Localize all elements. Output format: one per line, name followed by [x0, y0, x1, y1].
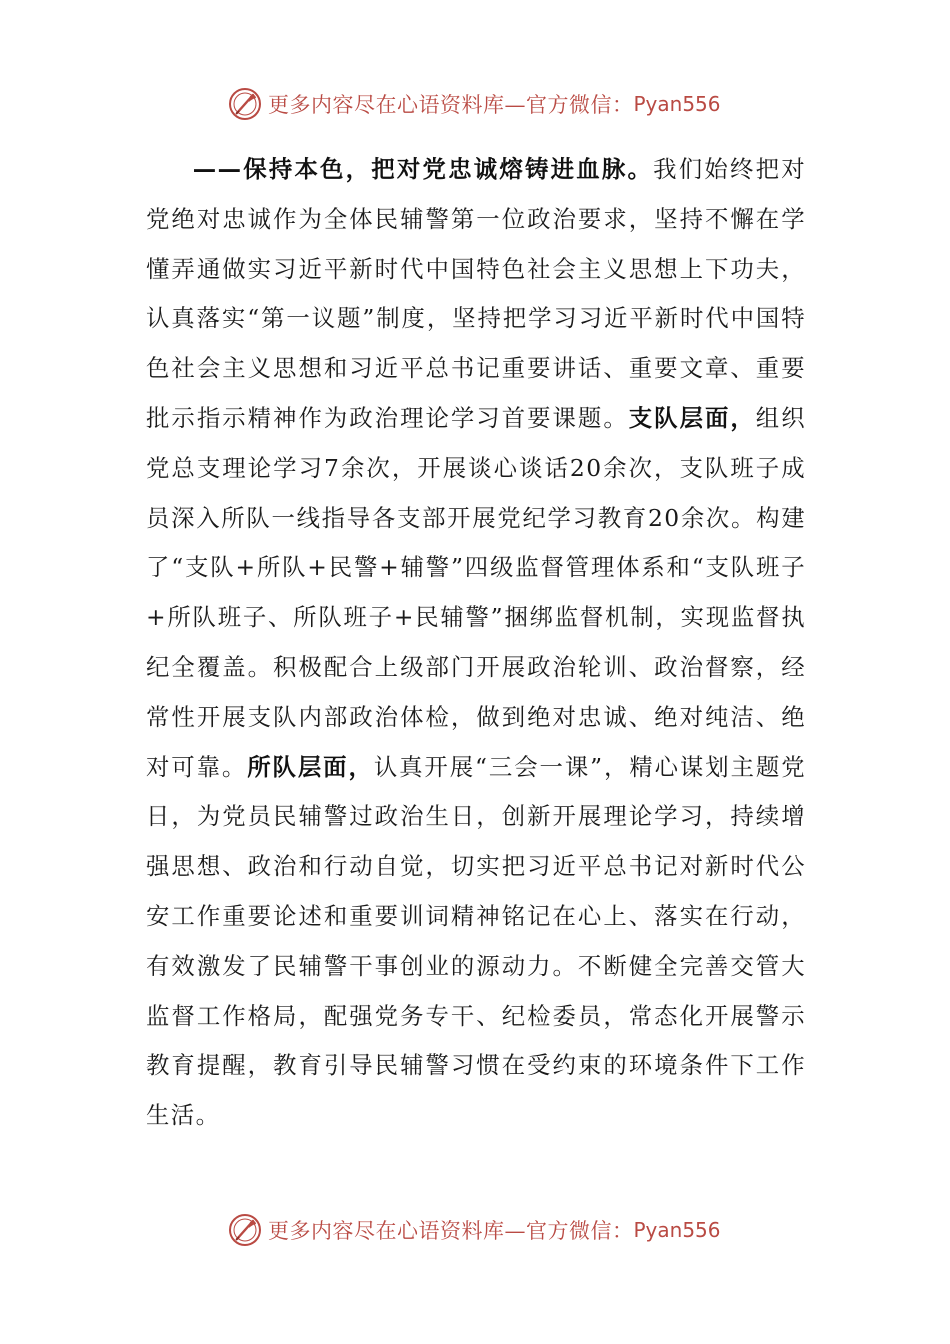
quill-seal-icon	[228, 1213, 262, 1247]
paragraph-intro: 我们始终把对党绝对忠诚作为全体民辅警第一位政治要求，坚持不懈在学懂弄通做实习近平新时代中国特色社会主义思想上下功夫，认真落实“第一议题”制度，坚持把学习习近平新时代中国特色社会主义思想和习近平总书记重要讲话、重要文章、重要批示指示精神作为政治理论学习首要课题。	[146, 155, 806, 432]
watermark-handle: Pyan556	[633, 92, 721, 116]
watermark-text: 更多内容尽在心语资料库—官方微信：	[268, 1219, 634, 1243]
body-paragraph	[146, 145, 806, 1141]
section-text-detachment: 组织党总支理论学习7余次，开展谈心谈话20余次，支队班子成员深入所队一线指导各支部开展党纪学习教育20余次。构建了“支队+所队+民警+辅警”四级监督管理体系和“支队班子+所队班子、所队班子+民辅警”捆绑监督机制，实现监督执纪全覆盖。积极配合上级部门开展政治轮训、政治督察，经常性开展支队内部政治体检，做到绝对忠诚、绝对纯洁、绝对可靠。	[146, 403, 806, 781]
section-text-station: 认真开展“三会一课”，精心谋划主题党日，为党员民辅警过政治生日，创新开展理论学习，持续增强思想、政治和行动自觉，切实把习近平总书记对新时代公安工作重要论述和重要训词精神铭记在心上、落实在行动，有效激发了民辅警干事创业的源动力。不断健全完善交管大监督工作格局，配强党务专干、纪检委员，常态化开展警示教育提醒，教育引导民辅警习惯在受约束的环境条件下工作生活。	[146, 752, 807, 1130]
quill-seal-icon	[228, 87, 262, 121]
document-body	[146, 145, 806, 1141]
watermark-handle: Pyan556	[633, 1218, 721, 1242]
footer-watermark	[228, 1210, 721, 1250]
header-watermark	[228, 84, 721, 124]
section-label-detachment: 支队层面，	[628, 403, 756, 432]
paragraph-heading: ——保持本色，把对党忠诚熔铸进血脉。	[192, 155, 654, 183]
watermark-text: 更多内容尽在心语资料库—官方微信：	[268, 93, 634, 117]
section-label-station: 所队层面，	[247, 752, 374, 781]
